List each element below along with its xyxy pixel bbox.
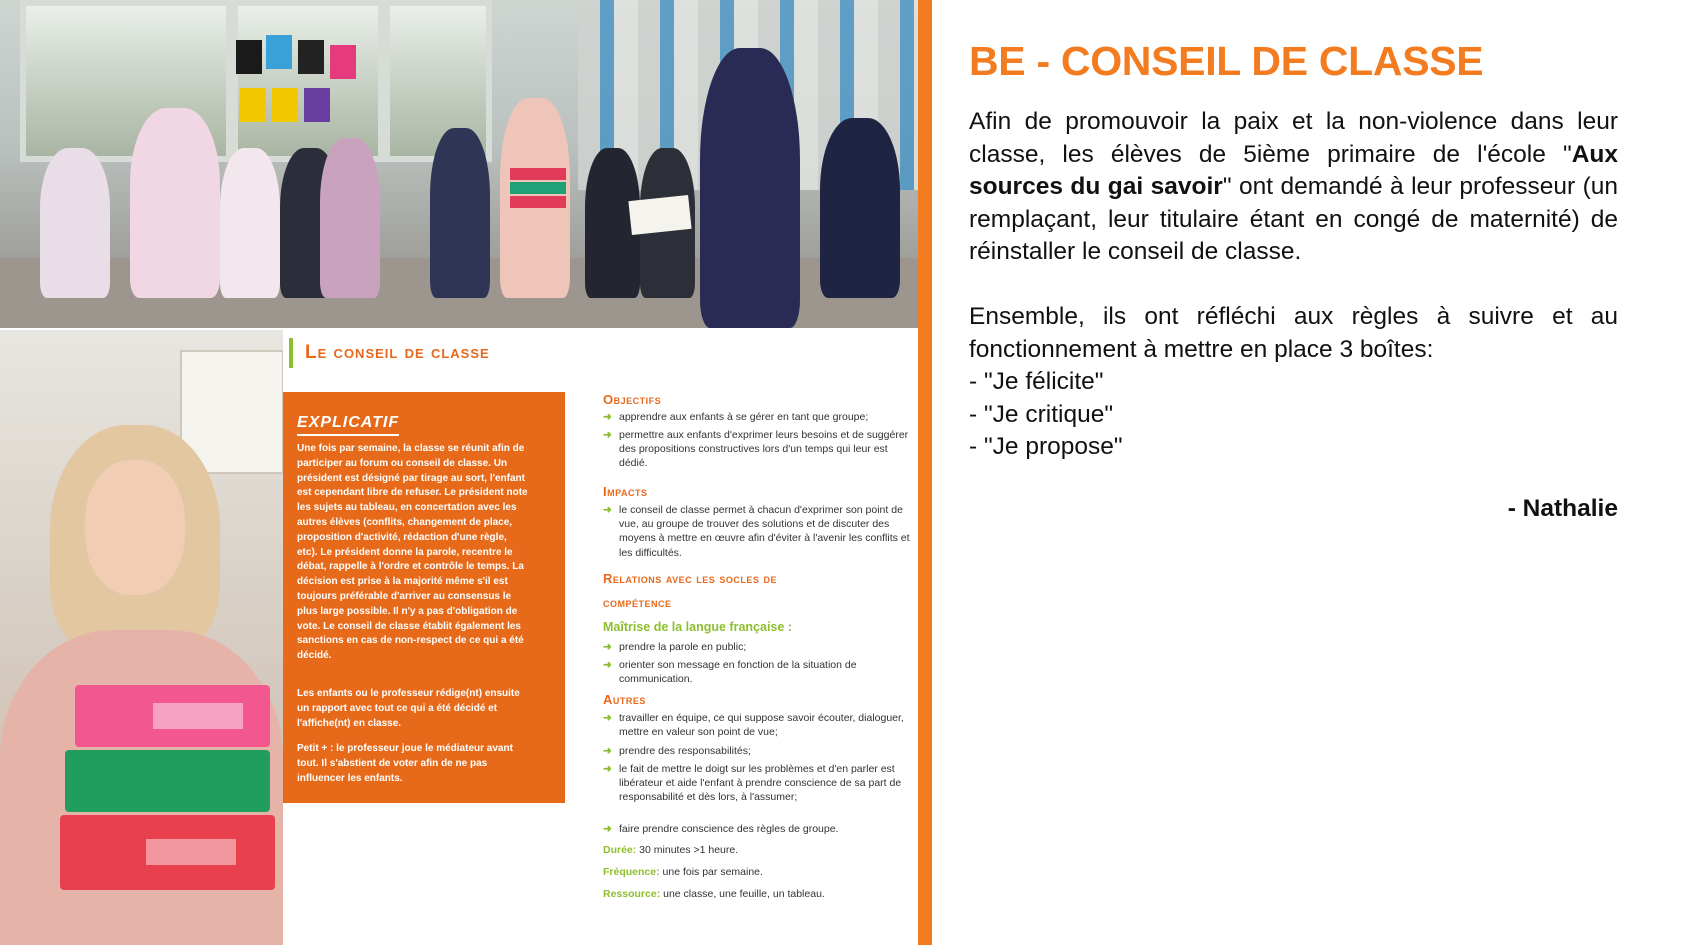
arrow-icon: ➜ (603, 641, 612, 653)
orange-divider (918, 0, 932, 945)
pupil (40, 148, 110, 298)
red-box (510, 196, 566, 208)
article-body (969, 106, 1618, 464)
explicatif-paragraph: Petit + : le professeur joue le médiateur avant tout. Il s'abstient de voter afin de ne pas influencer les enfants. (297, 743, 513, 784)
classroom-photo (0, 0, 918, 328)
explicatif-paragraph: Une fois par semaine, la classe se réunit afin de participer au forum ou conseil de classe. Un président est désigné par tirage au sort, l'enfant est cependant libre de refuser. Le président note les sujets au tableau, en concertation avec les autres élèves (conflits, changement de place, proposition d'activité, rédaction d'une règle, etc). Le président donne la parole, recentre le débat, rappelle à l'ordre et contrôle le temps. La décision est prise à la majorité même s'il est toujours préférable d'arriver au consensus le plus large possible. Il n'y a pas d'obligation de vote. Le conseil de classe établit également les sanctions en cas de non-respect de ce qui a été décidé. (297, 443, 528, 662)
box-list-item: - "Je propose" (969, 433, 1123, 460)
arrow-icon: ➜ (603, 763, 612, 775)
frequence-line: Fréquence: une fois par semaine. (603, 866, 763, 878)
list-item: ➜ apprendre aux enfants à se gérer en tant que groupe; (603, 411, 869, 423)
list-item: ➜ travailler en équipe, ce qui suppose savoir écouter, dialoguer, mettre en valeur son point de vue; (603, 712, 904, 739)
arrow-icon: ➜ (603, 823, 612, 835)
list-item: ➜ orienter son message en fonction de la situation de communication. (603, 659, 857, 686)
fiche-title: Le conseil de classe (289, 338, 490, 368)
page-title: BE - CONSEIL DE CLASSE (969, 38, 1484, 84)
relations-heading-2: compétence (603, 595, 672, 610)
objectifs-heading: Objectifs (603, 392, 662, 407)
poster (240, 88, 266, 122)
pink-box (510, 168, 566, 180)
explicatif-paragraph: Les enfants ou le professeur rédige(nt) ensuite un rapport avec tout ce qui a été décidé et l'affiche(nt) en classe. (297, 688, 520, 729)
poster (298, 40, 324, 74)
poster (272, 88, 298, 122)
teacher-photo (0, 330, 283, 945)
scanned-fiche (283, 328, 918, 945)
teacher (700, 48, 800, 328)
teacher-face (85, 460, 185, 595)
list-item: ➜ le fait de mettre le doigt sur les problèmes et d'en parler est libérateur et aide l'enfant à prendre conscience de sa part de responsabilité et dès lors, à l'assumer; (603, 763, 902, 804)
arrow-icon: ➜ (603, 411, 612, 423)
paper-sheet (628, 195, 691, 235)
pupil (220, 148, 280, 298)
pupil (820, 118, 900, 298)
list-item: ➜ prendre la parole en public; (603, 641, 747, 653)
poster (330, 45, 356, 79)
pupil (430, 128, 490, 298)
impacts-heading: Impacts (603, 484, 648, 499)
box-je-felicite (75, 685, 270, 747)
arrow-icon: ➜ (603, 429, 612, 441)
pupil (130, 108, 220, 298)
relations-subheading: Maîtrise de la langue française : (603, 620, 792, 634)
green-box (510, 182, 566, 194)
poster (236, 40, 262, 74)
box-list-item: - "Je critique" (969, 400, 1114, 428)
list-item: ➜ faire prendre conscience des règles de groupe. (603, 823, 839, 835)
list-item: ➜ le conseil de classe permet à chacun d'exprimer son point de vue, au groupe de trouver des solutions et de discuter des moyens à mettre en œuvre afin d'éviter à l'avenir les conflits et les difficultés. (603, 504, 910, 559)
list-item: ➜ prendre des responsabilités; (603, 745, 751, 757)
explicatif-heading: EXPLICATIF (297, 414, 399, 436)
relations-heading: Relations avec les socles de (603, 571, 778, 586)
article-paragraph: Afin de promouvoir la paix et la non-violence dans leur classe, les élèves de 5ième primaire de l'école "Aux sources du gai savoir" ont demandé à leur professeur (un remplaçant, leur titulaire étant en congé de maternité) de réinstaller le conseil de classe. (969, 108, 1619, 265)
explicatif-box (283, 392, 565, 803)
poster (266, 35, 292, 69)
autres-heading: Autres (603, 692, 646, 707)
school-name: Aux sources du gai savoir (969, 140, 1618, 200)
arrow-icon: ➜ (603, 504, 612, 516)
list-item: ➜ permettre aux enfants d'exprimer leurs besoins et de suggérer des propositions constructives lors d'un temps qui leur est dédié. (603, 429, 909, 470)
window-middle (232, 0, 384, 162)
box-je-critique (65, 750, 270, 812)
arrow-icon: ➜ (603, 745, 612, 757)
pupil (320, 138, 380, 298)
arrow-icon: ➜ (603, 659, 612, 671)
article-paragraph: Ensemble, ils ont réfléchi aux règles à suivre et au fonctionnement à mettre en place 3 boîtes: (969, 303, 1618, 363)
arrow-icon: ➜ (603, 712, 612, 724)
ressource-line: Ressource: une classe, une feuille, un tableau. (603, 888, 825, 900)
author-signature: - Nathalie (1507, 495, 1618, 522)
poster (304, 88, 330, 122)
duree-line: Durée: 30 minutes >1 heure. (603, 844, 739, 856)
box-je-propose (60, 815, 275, 890)
box-list-item: - "Je félicite" (969, 368, 1104, 395)
